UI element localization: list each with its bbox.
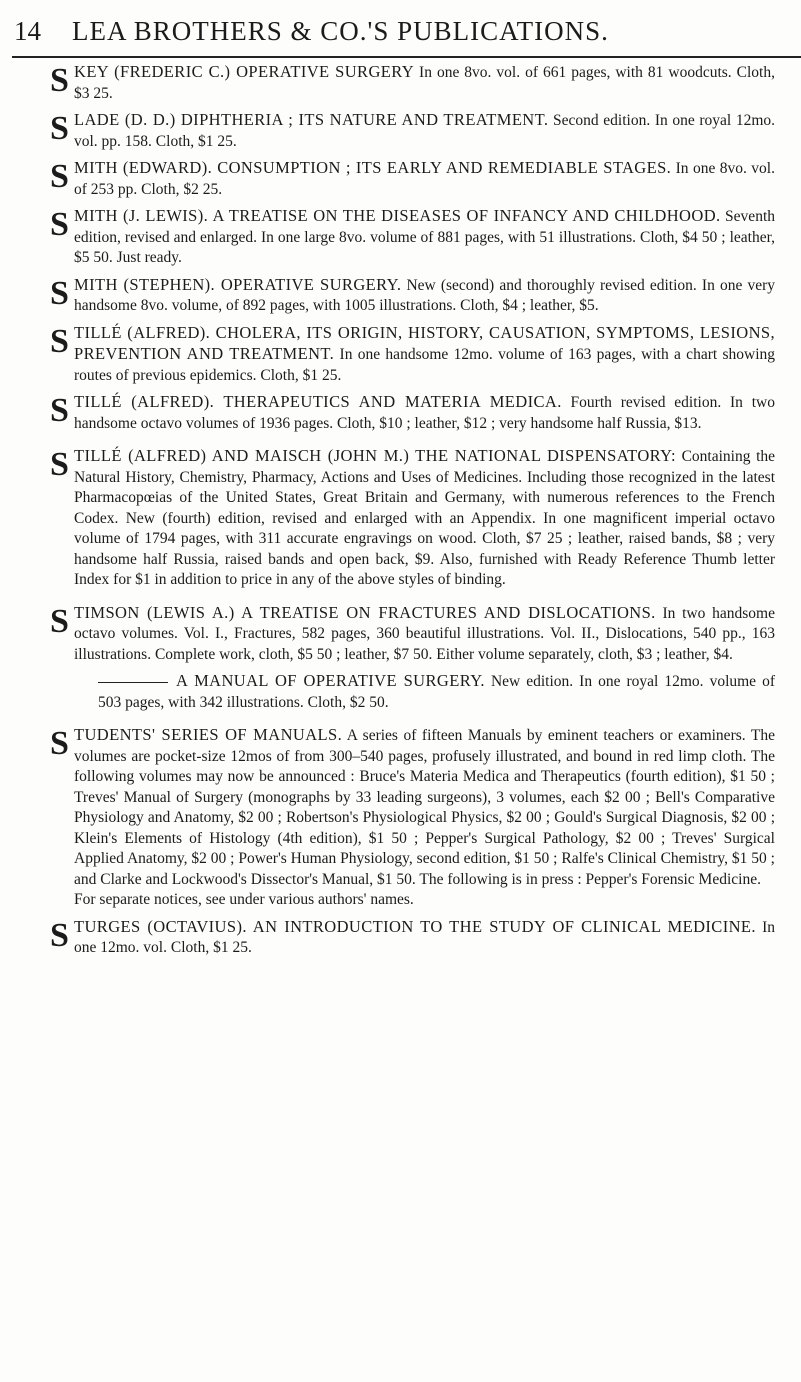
drop-initial: S xyxy=(50,392,69,429)
entry-heading: TILLÉ (ALFRED). THERAPEUTICS AND MATERIA MEDICA. xyxy=(74,392,562,411)
entry-body: In one handsome 12mo. volume of 163 pages, with a chart showing routes of previous epidemics. Cloth, $1 25. xyxy=(74,346,776,384)
entry-heading: MITH (J. LEWIS). A TREATISE ON THE DISEASES OF INFANCY AND CHILDHOOD. xyxy=(74,206,721,225)
running-title: LEA BROTHERS & CO.'S PUBLICATIONS. xyxy=(72,16,609,46)
catalog-entry xyxy=(50,206,775,269)
catalog-subentry xyxy=(50,671,775,713)
entry-heading: KEY (FREDERIC C.) OPERATIVE SURGERY xyxy=(74,62,415,81)
ditto-rule xyxy=(98,682,168,683)
catalog-entry xyxy=(50,392,775,434)
catalog-entry xyxy=(50,603,775,666)
entry-body: In two handsome octavo volumes. Vol. I., Fractures, 582 pages, 360 beautiful illustrations. Vol. II., Dislocations, 540 pp., 163 illustrations. Complete work, cloth, $5 50 ; leather, $7 50. Either volume separately, cloth, $3 ; leather, $4. xyxy=(74,604,775,663)
drop-initial: S xyxy=(50,446,69,483)
catalog-entries xyxy=(50,62,775,959)
catalog-entry xyxy=(50,446,775,591)
entry-body: In one 8vo. vol. of 661 pages, with 81 woodcuts. Cloth, $3 25. xyxy=(74,64,775,102)
entry-body: Second edition. In one royal 12mo. vol. pp. 158. Cloth, $1 25. xyxy=(74,112,775,150)
entry-heading: MITH (EDWARD). CONSUMPTION ; ITS EARLY AND REMEDIABLE STAGES. xyxy=(74,158,672,177)
catalog-entry xyxy=(50,917,775,959)
entry-heading: TILLÉ (ALFRED) AND MAISCH (JOHN M.) THE NATIONAL DISPENSATORY: xyxy=(74,446,676,465)
entry-heading: MITH (STEPHEN). OPERATIVE SURGERY. xyxy=(74,274,402,294)
page-header xyxy=(12,14,801,58)
cross-reference-note: For separate notices, see under various authors' names. xyxy=(74,891,414,908)
drop-initial: S xyxy=(50,322,69,360)
entry-body: New (second) and thoroughly revised edition. In one very handsome 8vo. volume, of 892 pages, with 1005 illustrations. Cloth, $4 ; leather, $5. xyxy=(74,276,775,314)
drop-initial: S xyxy=(50,274,69,312)
entry-body: New edition. In one royal 12mo. volume of 503 pages, with 342 illustrations. Cloth, $2 50. xyxy=(98,673,775,711)
drop-initial: S xyxy=(50,110,69,147)
catalog-entry xyxy=(50,158,775,200)
entry-heading: TUDENTS' SERIES OF MANUALS. xyxy=(74,725,343,744)
page-number: 14 xyxy=(14,16,41,46)
entry-heading: TURGES (OCTAVIUS). AN INTRODUCTION TO THE STUDY OF CLINICAL MEDICINE. xyxy=(74,916,756,936)
entry-heading: TIMSON (LEWIS A.) A TREATISE ON FRACTURES AND DISLOCATIONS. xyxy=(74,602,656,622)
catalog-entry xyxy=(50,725,775,890)
catalog-entry xyxy=(50,62,775,104)
entry-body: A series of fifteen Manuals by eminent teachers or examiners. The volumes are pocket-size 12mos of from 300–540 pages, profusely illustrated, and bound in red limp cloth. The following volumes may now be announced : Bruce's Materia Medica and Therapeutics (fourth edition), $1 50 ; Treves' Manual of Surgery (monographs by 33 leading surgeons), 3 volumes, each $2 00 ; Bell's Comparative Physiology and Anatomy, $2 00 ; Robertson's Physiological Physics, $2 00 ; Gould's Surgical Diagnosis, $2 00 ; Klein's Elements of Histology (4th edition), $1 50 ; Pepper's Surgical Pathology, $2 00 ; Treves' Surgical Applied Anatomy, $2 00 ; Power's Human Physiology, second edition, $1 50 ; Ralfe's Clinical Chemistry, $1 50 ; and Clarke and Lockwood's Dissector's Manual, $1 50. The following is in press : Pepper's Forensic Medicine. xyxy=(74,727,775,888)
drop-initial: S xyxy=(50,206,69,243)
drop-initial: S xyxy=(50,725,69,762)
entry-body: Seventh edition, revised and enlarged. In one large 8vo. volume of 881 pages, with 51 illustrations. Cloth, $4 50 ; leather, $5 50. Just ready. xyxy=(74,208,775,266)
drop-initial: S xyxy=(50,158,69,195)
catalog-entry xyxy=(50,275,775,317)
entry-body: Containing the Natural History, Chemistry, Pharmacy, Actions and Uses of Medicines. Including those recognized in the latest Pharmacopœias of the United States, Great Britain and Germany, with numerous references to the French Codex. New (fourth) edition, revised and enlarged with an Appendix. In one magnificent imperial octavo volume of 1794 pages, with 311 accurate engravings on wood. Cloth, $7 25 ; leather, raised bands, $8 ; very handsome half Russia, raised bands and open back, $9. Also, furnished with Ready Reference Thumb letter Index for $1 in addition to price in any of the above styles of binding. xyxy=(74,448,776,588)
drop-initial: S xyxy=(50,916,69,954)
entry-body: Fourth revised edition. In two handsome octavo volumes of 1936 pages. Cloth, $10 ; leather, $12 ; very handsome half Russia, $13. xyxy=(74,394,775,432)
entry-heading: LADE (D. D.) DIPHTHERIA ; ITS NATURE AND TREATMENT. xyxy=(74,110,549,129)
entry-body: In one 12mo. vol. Cloth, $1 25. xyxy=(74,918,775,956)
drop-initial: S xyxy=(50,62,69,99)
entry-heading: TILLÉ (ALFRED). CHOLERA, ITS ORIGIN, HISTORY, CAUSATION, SYMPTOMS, LESIONS, PREVENTION AND TREATMENT. xyxy=(74,322,775,363)
entry-heading: A MANUAL OF OPERATIVE SURGERY. xyxy=(176,671,485,690)
catalog-entry xyxy=(50,110,775,152)
entry-body: In one 8vo. vol. of 253 pp. Cloth, $2 25. xyxy=(74,160,775,198)
drop-initial: S xyxy=(50,602,69,640)
catalog-entry xyxy=(50,323,775,387)
